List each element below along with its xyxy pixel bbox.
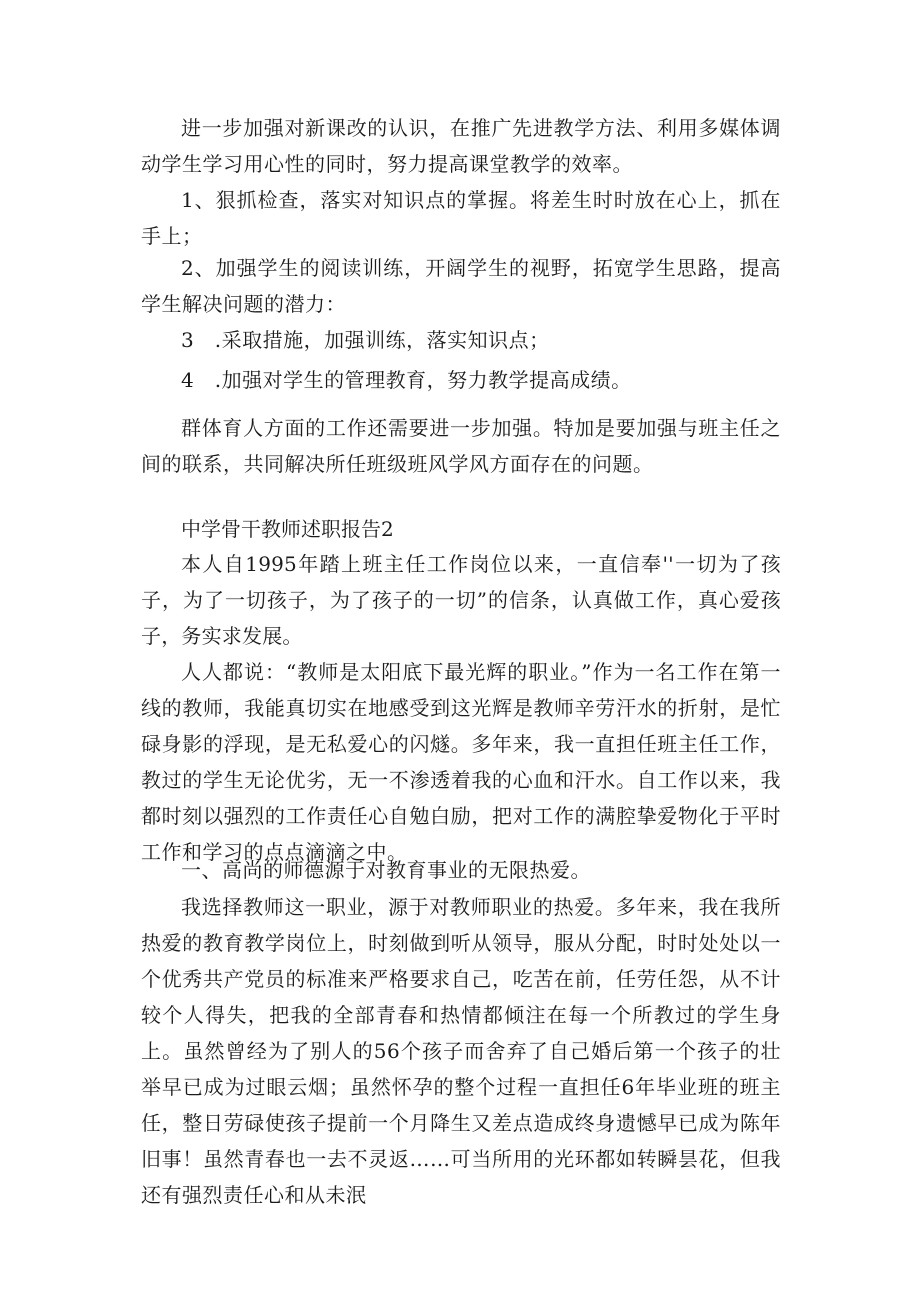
paragraph-item-4: 4 .加强对学生的管理教育，努力教学提高成绩。 [181, 368, 632, 392]
paragraph-love-of-teaching: 我选择教师这一职业，源于对教师职业的热爱。多年来，我在我所热爱的教育教学岗位上，时刻做到听从领导，服从分配，时时处处以一个优秀共产党员的标准来严格要求自己，吃苦在前，任劳任怨，从不计较个人得失，把我的全部青春和热情都倾注在每一个所教过的学生身上。虽然曾经为了别人的56个孩子而舍弃了自己婚后第一个孩子的壮举早已成为过眼云烟；虽然怀孕的整个过程一直担任6年毕业班的班主任，整日劳碌使孩子提前一个月降生又差点造成终身遗憾早已成为陈年旧事！虽然青春也一去不灵返……可当所用的光环都如转瞬昙花，但我还有强烈责任心和从未泯 [141, 895, 781, 1207]
paragraph-curriculum-reform: 进一步加强对新课改的认识，在推广先进教学方法、利用多媒体调动学生学习用心性的同时，努力提高课堂教学的效率。 [141, 116, 781, 176]
section-heading-one: 一、高尚的师德源于对教育事业的无限热爱。 [181, 858, 591, 882]
paragraph-group-education: 群体育人方面的工作还需要进一步加强。特加是要加强与班主任之间的联系，共同解决所任班级班风学风方面存在的问题。 [141, 416, 781, 476]
section-title: 中学骨干教师述职报告2 [181, 517, 394, 541]
paragraph-item-1: 1、狠抓检查，落实对知识点的掌握。将差生时时放在心上，抓在手上； [141, 188, 781, 248]
paragraph-intro: 本人自1995年踏上班主任工作岗位以来，一直信奉''一切为了孩子，为了一切孩子，为了孩子的一切”的信条，认真做工作，真心爱孩子，务实求发展。 [141, 552, 781, 648]
paragraph-teacher-career: 人人都说：“教师是太阳底下最光辉的职业。”作为一名工作在第一线的教师，我能真切实在地感受到这光辉是教师辛劳汗水的折射，是忙碌身影的浮现，是无私爱心的闪燧。多年来，我一直担任班主任工作，教过的学生无论优劣，无一不渗透着我的心血和汗水。自工作以来，我都时刻以强烈的工作责任心自勉白励，把对工作的满腔挚爱物化于平时工作和学习的点点滴滴之中。 [141, 660, 781, 864]
paragraph-item-3: 3 .采取措施，加强训练，落实知识点； [181, 328, 550, 352]
paragraph-item-2: 2、加强学生的阅读训练，开阔学生的视野，拓宽学生思路，提高学生解决问题的潜力： [141, 256, 781, 316]
